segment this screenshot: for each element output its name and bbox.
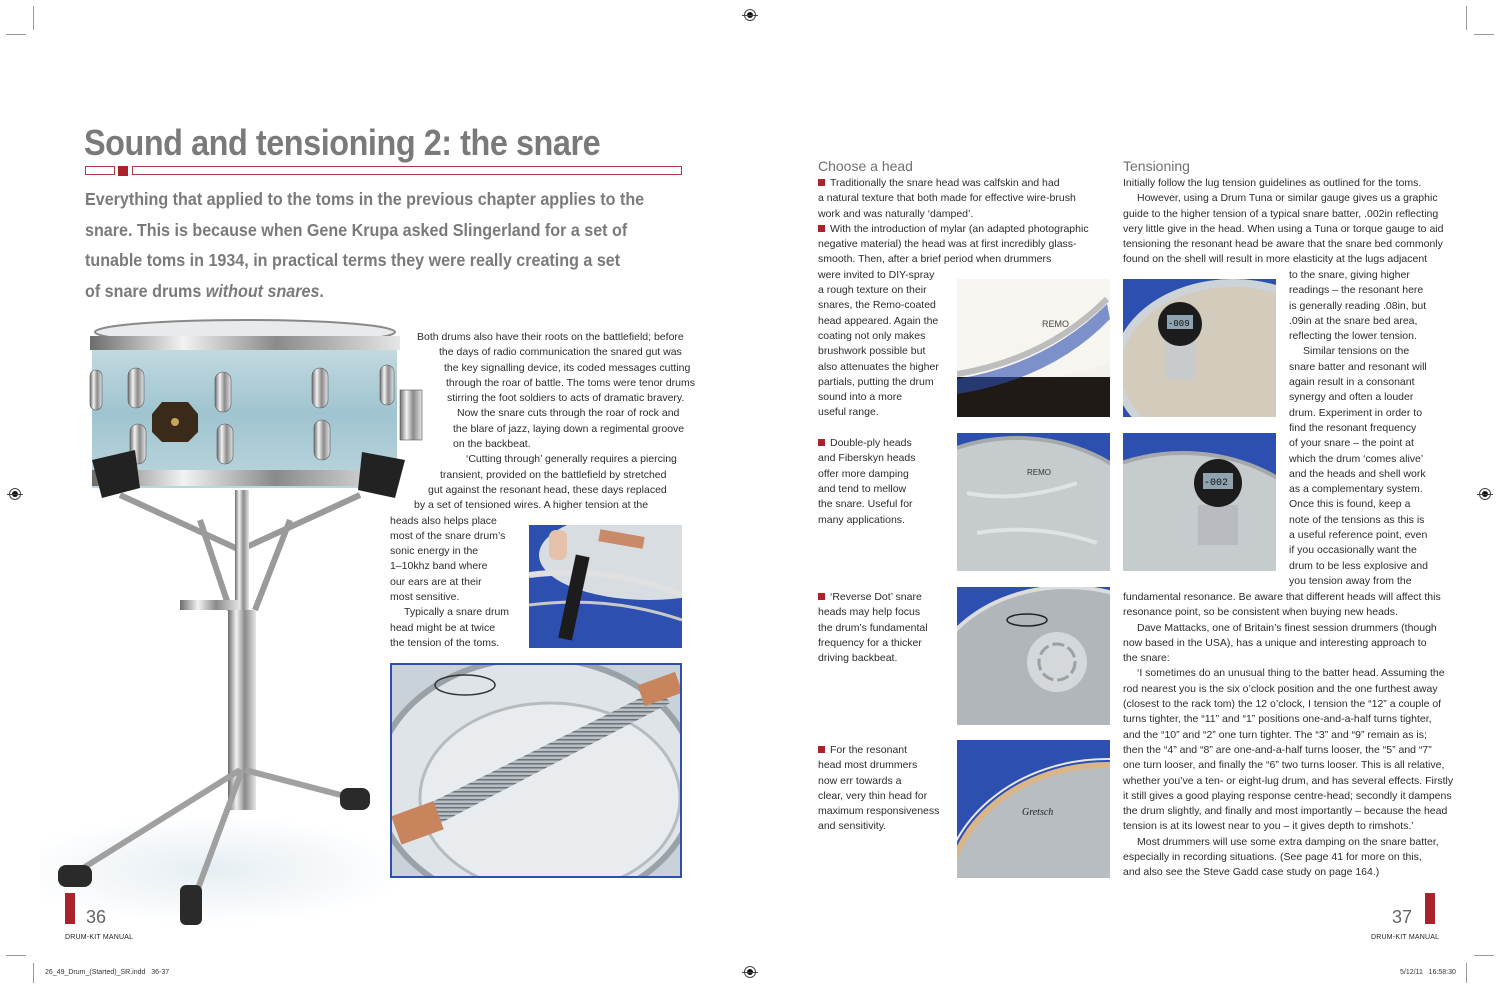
page-number: 36	[86, 907, 107, 927]
crop-mark	[6, 34, 26, 35]
drum-dial-gauge-009-photo	[1123, 279, 1276, 417]
page-title: Sound and tensioning 2: the snare	[84, 122, 601, 163]
slug-timestamp: 5/12/11 16:58:30	[1400, 969, 1456, 976]
resonant-head-text: For the resonant head most drummers now err towards a clear, very thin head for maximum responsiveness and sensitivity.	[818, 744, 940, 833]
crop-mark	[33, 6, 34, 30]
slug-filename: 26_49_Drum_(Started)_SR.indd 36-37	[45, 969, 170, 976]
bullet-icon	[818, 439, 825, 446]
emphasis: without snares	[205, 280, 320, 301]
page-number: 37	[1392, 907, 1413, 927]
intro-line: of snare drums without snares.	[85, 280, 324, 301]
fiberskyn-head-photo	[957, 433, 1110, 571]
bullet-icon	[818, 593, 825, 600]
gretsch-resonant-head-photo	[957, 740, 1110, 878]
choose-head-text: Traditionally the snare head was calfskin and had a natural texture that both made for effective wire-brush work and was naturally ‘damped’. With the introduction of mylar (an adapted photographic negative material) the head was at first incredibly glass- smooth. Then, after a brief period when drummers were invited to DIY-spray a rough texture on their snares, the Remo-coated head appeared. Again the coating not only makes brushwork possible but also attenuates the higher partials, putting the drum sound into a more useful range. Double-ply heads and Fiberskyn heads offer more damping and tend to mellow the snare. Useful for many applications.	[818, 177, 1089, 526]
snare-wires-photo	[390, 663, 682, 878]
registration-mark-icon	[744, 966, 756, 978]
registration-mark-icon	[1479, 488, 1491, 500]
title-rule-marker	[118, 166, 128, 176]
registration-mark-icon	[744, 9, 756, 21]
crop-mark	[1466, 6, 1467, 30]
gauge-reading: -002	[1204, 478, 1229, 489]
bullet-icon	[818, 179, 825, 186]
drum-tuning-gauge-photo	[529, 525, 682, 648]
reverse-dot-text: ‘Reverse Dot’ snare heads may help focus the drum’s fundamental frequency for a thicker driving backbeat.	[818, 591, 928, 665]
tensioning-text-narrow: to the snare, giving higher readings – the resonant here is generally reading .08in, but .09in at the snare bed area, reflecting the lower tension. Similar tensions on the snare batter and resonant will again result in a consonant synergy and often a louder drum. Experiment in order to find the resonant frequency of your snare – the point at which the drum ‘comes alive’ and the heads and shell work as a complementary system. Once this is found, keep a note of the tensions as this is a useful reference point, even if you occasionally want the drum to be less explosive and you tension away from the	[1289, 269, 1428, 587]
intro-line: tunable toms in 1934, in practical terms they were really creating a set	[85, 250, 621, 270]
section-heading-tensioning: Tensioning	[1123, 158, 1190, 174]
crop-mark	[6, 955, 26, 956]
registration-mark-icon	[9, 488, 21, 500]
gauge-reading: -009	[1168, 319, 1190, 329]
evans-reverse-dot-head-photo	[957, 587, 1110, 725]
drum-dial-gauge-002-photo	[1123, 433, 1276, 571]
folio-marker	[65, 893, 75, 924]
svg-text:REMO: REMO	[1027, 468, 1051, 477]
svg-text:Gretsch: Gretsch	[1022, 807, 1054, 818]
intro-paragraph	[85, 184, 655, 306]
title-rule-left	[85, 166, 115, 175]
remo-coated-head-photo	[957, 279, 1110, 417]
crop-mark	[1474, 955, 1494, 956]
body-text-left: Both drums also have their roots on the battlefield; before the days of radio communication the snared gut was the key signalling device, its coded messages cutting through the roar of battle. The toms were tenor drums stirring the foot soldiers to acts of dramatic bravery. Now the snare cuts through the roar of rock and the blare of jazz, laying down a regimental groove on the backbeat. ‘Cutting through’ generally requires a piercing transient, provided on the battlefield by stretched gut against the resonant head, these days replaced by a set of tensioned wires. A higher tension at the heads also helps place most of the snare drum’s sonic energy in the 1–10khz band where our ears are at their most sensitive. Typically a snare drum head might be at twice the tension of the toms.	[390, 331, 696, 649]
section-heading-choose-head: Choose a head	[818, 158, 913, 174]
svg-text:REMO: REMO	[1042, 319, 1069, 329]
running-footer: DRUM-KIT MANUAL	[1371, 934, 1440, 941]
bullet-icon	[818, 225, 825, 232]
slug-divider	[1466, 966, 1467, 980]
folio-marker	[1425, 893, 1435, 924]
title-rule-main	[132, 166, 682, 175]
slug-divider	[33, 966, 34, 980]
tensioning-text-top: Initially follow the lug tension guidelines as outlined for the toms. However, using a Drum Tuna or similar gauge gives us a graphic guide to the higher tension of a typical snare batter, .002in reflecting very little give in the head. When using a Tuna or torque gauge to aid tensioning the resonant head be aware that the snare bed commonly found on the shell will result in more elasticity at the lugs adjacent	[1123, 177, 1444, 266]
crop-mark	[1474, 34, 1494, 35]
tensioning-text-bottom: fundamental resonance. Be aware that different heads will affect this resonance point, so be consistent when buying new heads. Dave Mattacks, one of Britain’s finest session drummers (though now based in the USA), has a unique and interesting approach to the snare: ‘I sometimes do an unusual thing to the batter head. Assuming the rod nearest you is the six o’clock position and the one furthest away (closest to the rack tom) the 12 o’clock, I tension the “12” a couple of turns tighter, the “11” and “1” positions one-and-a-half turns tighter, and the “10” and “2” one turn tighter. The “3” and “9” remain as is; then the “4” and “8” are one-and-a-half turns looser, the “5” and “7” one turn looser, and finally the “6” two turns looser. This is all relative, whether you’ve a ten- or eight-lug drum, and has several effects. Firstly it still gives a good playing response centre-head; secondly it dampens the drum slightly, and finally and most importantly – because the head tension is at its lowest near to you – it gives depth to rimshots.’ Most drummers will use some extra damping on the snare batter, especially in recording situations. (See page 41 for more on this, and also see the Steve Gadd case study on page 164.)	[1123, 591, 1454, 879]
snare-drum-on-stand-photo	[40, 310, 440, 930]
running-footer: DRUM-KIT MANUAL	[65, 934, 134, 941]
intro-line: Everything that applied to the toms in the previous chapter applies to the	[85, 189, 645, 209]
intro-line: snare. This is because when Gene Krupa asked Slingerland for a set of	[85, 219, 628, 240]
bullet-icon	[818, 746, 825, 753]
